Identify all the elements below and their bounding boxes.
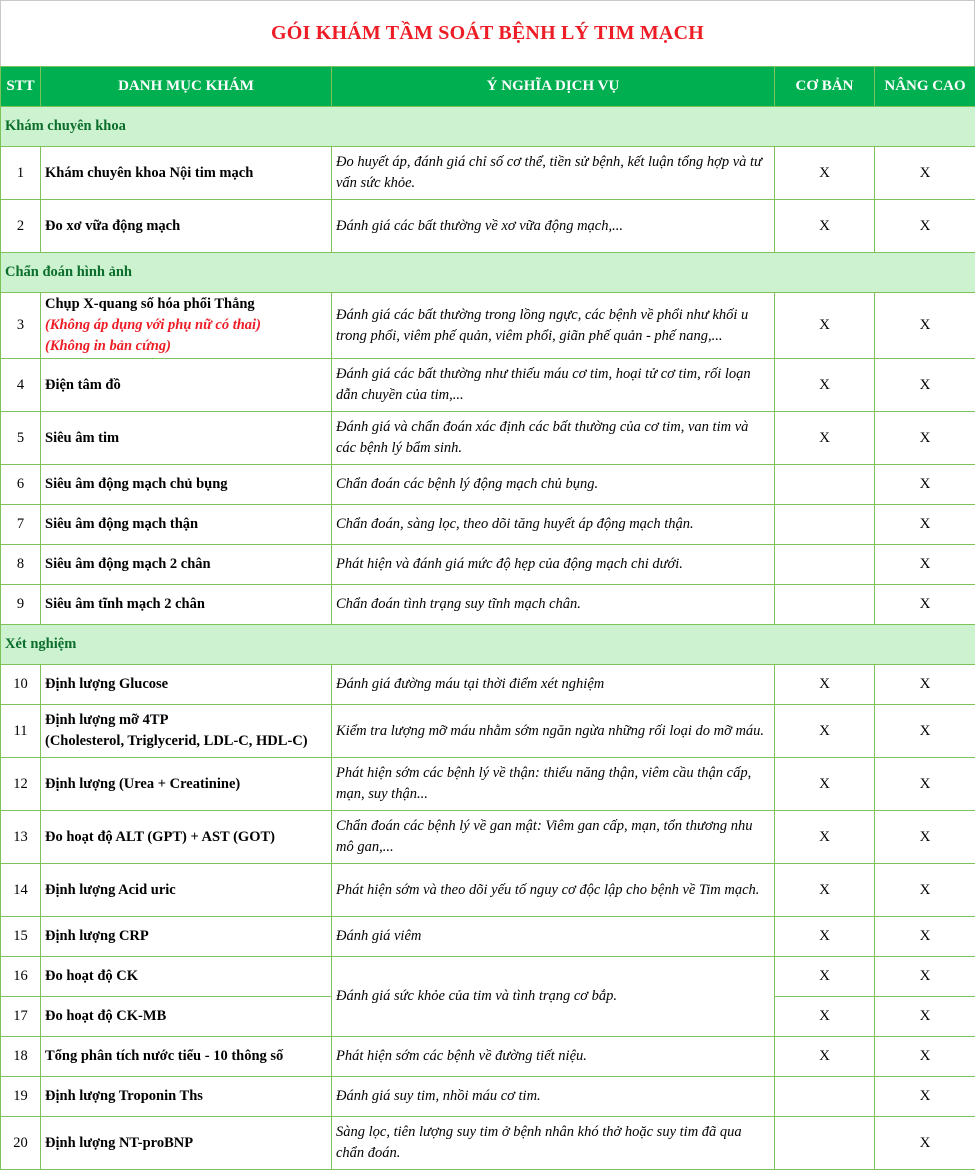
header-stt: STT (1, 67, 41, 107)
row-advanced-mark: X (875, 997, 975, 1037)
row-name: Đo hoạt độ CK-MB (41, 997, 332, 1037)
table-row (1, 545, 975, 585)
header-advanced: NÂNG CAO (875, 67, 975, 107)
row-basic-mark: X (775, 293, 875, 359)
row-meaning: Đo huyết áp, đánh giá chỉ số cơ thể, tiền sử bệnh, kết luận tổng hợp và tư vấn sức khỏe. (332, 147, 775, 200)
table-row (1, 665, 975, 705)
row-advanced-mark: X (875, 293, 975, 359)
row-meaning: Phát hiện và đánh giá mức độ hẹp của động mạch chi dưới. (332, 545, 775, 585)
row-meaning: Chẩn đoán các bệnh lý động mạch chủ bụng. (332, 465, 775, 505)
row-advanced-mark: X (875, 1077, 975, 1117)
row-advanced-mark: X (875, 412, 975, 465)
section-row (1, 107, 975, 147)
row-name-cell (41, 293, 332, 359)
row-basic-mark: X (775, 412, 875, 465)
header-meaning: Ý NGHĨA DỊCH VỤ (332, 67, 775, 107)
row-basic-mark (775, 505, 875, 545)
row-name: Chụp X-quang số hóa phổi Thẳng (45, 294, 327, 315)
row-stt: 18 (1, 1037, 41, 1077)
row-advanced-mark: X (875, 917, 975, 957)
row-advanced-mark: X (875, 585, 975, 625)
row-name: Siêu âm tĩnh mạch 2 chân (41, 585, 332, 625)
row-advanced-mark: X (875, 1117, 975, 1170)
row-advanced-mark: X (875, 505, 975, 545)
row-name: Định lượng (Urea + Creatinine) (41, 758, 332, 811)
row-meaning: Đánh giá các bất thường trong lồng ngực, các bệnh về phổi như khối u trong phổi, viêm phế quản, viêm phổi, giãn phế quản - phế nang,... (332, 293, 775, 359)
row-stt: 5 (1, 412, 41, 465)
row-name: Điện tâm đồ (41, 359, 332, 412)
row-basic-mark: X (775, 200, 875, 253)
row-basic-mark: X (775, 997, 875, 1037)
row-meaning: Đánh giá các bất thường về xơ vữa động mạch,... (332, 200, 775, 253)
row-basic-mark: X (775, 359, 875, 412)
row-advanced-mark: X (875, 545, 975, 585)
row-stt: 19 (1, 1077, 41, 1117)
row-advanced-mark: X (875, 1037, 975, 1077)
row-basic-mark: X (775, 758, 875, 811)
row-basic-mark (775, 1077, 875, 1117)
table-row (1, 1077, 975, 1117)
row-advanced-mark: X (875, 465, 975, 505)
row-advanced-mark: X (875, 665, 975, 705)
page-title: GÓI KHÁM TẦM SOÁT BỆNH LÝ TIM MẠCH (271, 22, 704, 45)
table-row (1, 917, 975, 957)
row-advanced-mark: X (875, 758, 975, 811)
row-stt: 12 (1, 758, 41, 811)
row-basic-mark (775, 1117, 875, 1170)
table-row (1, 585, 975, 625)
row-meaning: Sàng lọc, tiên lượng suy tim ở bệnh nhân khó thở hoặc suy tim đã qua chẩn đoán. (332, 1117, 775, 1170)
row-stt: 14 (1, 864, 41, 917)
section-title: Xét nghiệm (1, 625, 975, 665)
row-advanced-mark: X (875, 200, 975, 253)
table-row (1, 505, 975, 545)
row-meaning: Đánh giá sức khỏe của tim và tình trạng cơ bắp. (332, 957, 775, 1037)
row-basic-mark: X (775, 957, 875, 997)
row-meaning: Đánh giá suy tim, nhồi máu cơ tim. (332, 1077, 775, 1117)
row-name: Khám chuyên khoa Nội tim mạch (41, 147, 332, 200)
row-stt: 10 (1, 665, 41, 705)
row-meaning: Phát hiện sớm các bệnh về đường tiết niệu. (332, 1037, 775, 1077)
row-basic-mark: X (775, 1037, 875, 1077)
row-stt: 17 (1, 997, 41, 1037)
row-stt: 13 (1, 811, 41, 864)
row-advanced-mark: X (875, 705, 975, 758)
row-meaning: Đánh giá và chẩn đoán xác định các bất thường của cơ tim, van tim và các bệnh lý bẩm sinh. (332, 412, 775, 465)
table-row (1, 200, 975, 253)
row-stt: 7 (1, 505, 41, 545)
row-basic-mark: X (775, 811, 875, 864)
section-title: Khám chuyên khoa (1, 107, 975, 147)
row-stt: 4 (1, 359, 41, 412)
row-advanced-mark: X (875, 811, 975, 864)
row-basic-mark: X (775, 665, 875, 705)
section-row (1, 625, 975, 665)
row-name: Định lượng NT-proBNP (41, 1117, 332, 1170)
row-basic-mark (775, 465, 875, 505)
row-note-pregnancy: (Không áp dụng với phụ nữ có thai) (45, 315, 327, 336)
row-name-detail: (Cholesterol, Triglycerid, LDL-C, HDL-C) (45, 731, 327, 752)
row-basic-mark: X (775, 705, 875, 758)
row-name-cell (41, 705, 332, 758)
row-advanced-mark: X (875, 957, 975, 997)
row-name: Định lượng Acid uric (41, 864, 332, 917)
row-meaning: Phát hiện sớm và theo dõi yếu tố nguy cơ độc lập cho bệnh về Tim mạch. (332, 864, 775, 917)
row-name: Định lượng Glucose (41, 665, 332, 705)
section-title: Chẩn đoán hình ảnh (1, 253, 975, 293)
row-stt: 16 (1, 957, 41, 997)
row-basic-mark: X (775, 147, 875, 200)
table-row (1, 412, 975, 465)
row-stt: 9 (1, 585, 41, 625)
header-row (1, 67, 975, 107)
table-row (1, 293, 975, 359)
section-row (1, 253, 975, 293)
table-row (1, 465, 975, 505)
table-row (1, 811, 975, 864)
row-meaning: Chẩn đoán tình trạng suy tĩnh mạch chân. (332, 585, 775, 625)
row-basic-mark: X (775, 864, 875, 917)
row-name: Định lượng CRP (41, 917, 332, 957)
row-stt: 8 (1, 545, 41, 585)
row-name: Siêu âm tim (41, 412, 332, 465)
table-row (1, 359, 975, 412)
table-row (1, 705, 975, 758)
row-name: Tổng phân tích nước tiểu - 10 thông số (41, 1037, 332, 1077)
row-advanced-mark: X (875, 359, 975, 412)
row-meaning: Đánh giá đường máu tại thời điểm xét nghiệm (332, 665, 775, 705)
row-name: Siêu âm động mạch 2 chân (41, 545, 332, 585)
row-name: Siêu âm động mạch thận (41, 505, 332, 545)
table-row (1, 957, 975, 997)
row-advanced-mark: X (875, 864, 975, 917)
row-advanced-mark: X (875, 147, 975, 200)
row-meaning: Chẩn đoán, sàng lọc, theo dõi tăng huyết áp động mạch thận. (332, 505, 775, 545)
row-stt: 3 (1, 293, 41, 359)
row-stt: 2 (1, 200, 41, 253)
header-basic: CƠ BẢN (775, 67, 875, 107)
table-row (1, 147, 975, 200)
row-stt: 15 (1, 917, 41, 957)
table-row (1, 758, 975, 811)
row-stt: 6 (1, 465, 41, 505)
row-name: Đo hoạt độ CK (41, 957, 332, 997)
row-stt: 1 (1, 147, 41, 200)
row-stt: 11 (1, 705, 41, 758)
header-category: DANH MỤC KHÁM (41, 67, 332, 107)
table-row (1, 864, 975, 917)
row-name: Siêu âm động mạch chủ bụng (41, 465, 332, 505)
row-meaning: Đánh giá viêm (332, 917, 775, 957)
row-basic-mark: X (775, 917, 875, 957)
row-name: Định lượng mỡ 4TP (45, 710, 327, 731)
service-table (0, 66, 975, 1170)
row-basic-mark (775, 545, 875, 585)
row-stt: 20 (1, 1117, 41, 1170)
row-name: Đo xơ vữa động mạch (41, 200, 332, 253)
row-meaning: Đánh giá các bất thường như thiếu máu cơ tim, hoại tử cơ tim, rối loạn dẫn chuyền của tim,... (332, 359, 775, 412)
row-meaning: Chẩn đoán các bệnh lý về gan mật: Viêm gan cấp, mạn, tổn thương nhu mô gan,... (332, 811, 775, 864)
title-bar (0, 0, 975, 66)
row-name: Định lượng Troponin Ths (41, 1077, 332, 1117)
row-meaning: Kiểm tra lượng mỡ máu nhằm sớm ngăn ngừa những rối loại do mỡ máu. (332, 705, 775, 758)
row-basic-mark (775, 585, 875, 625)
row-meaning: Phát hiện sớm các bệnh lý về thận: thiểu năng thận, viêm cầu thận cấp, mạn, suy thận... (332, 758, 775, 811)
row-note-no-print: (Không in bản cứng) (45, 336, 327, 357)
table-row (1, 1037, 975, 1077)
row-name: Đo hoạt độ ALT (GPT) + AST (GOT) (41, 811, 332, 864)
table-row (1, 1117, 975, 1170)
